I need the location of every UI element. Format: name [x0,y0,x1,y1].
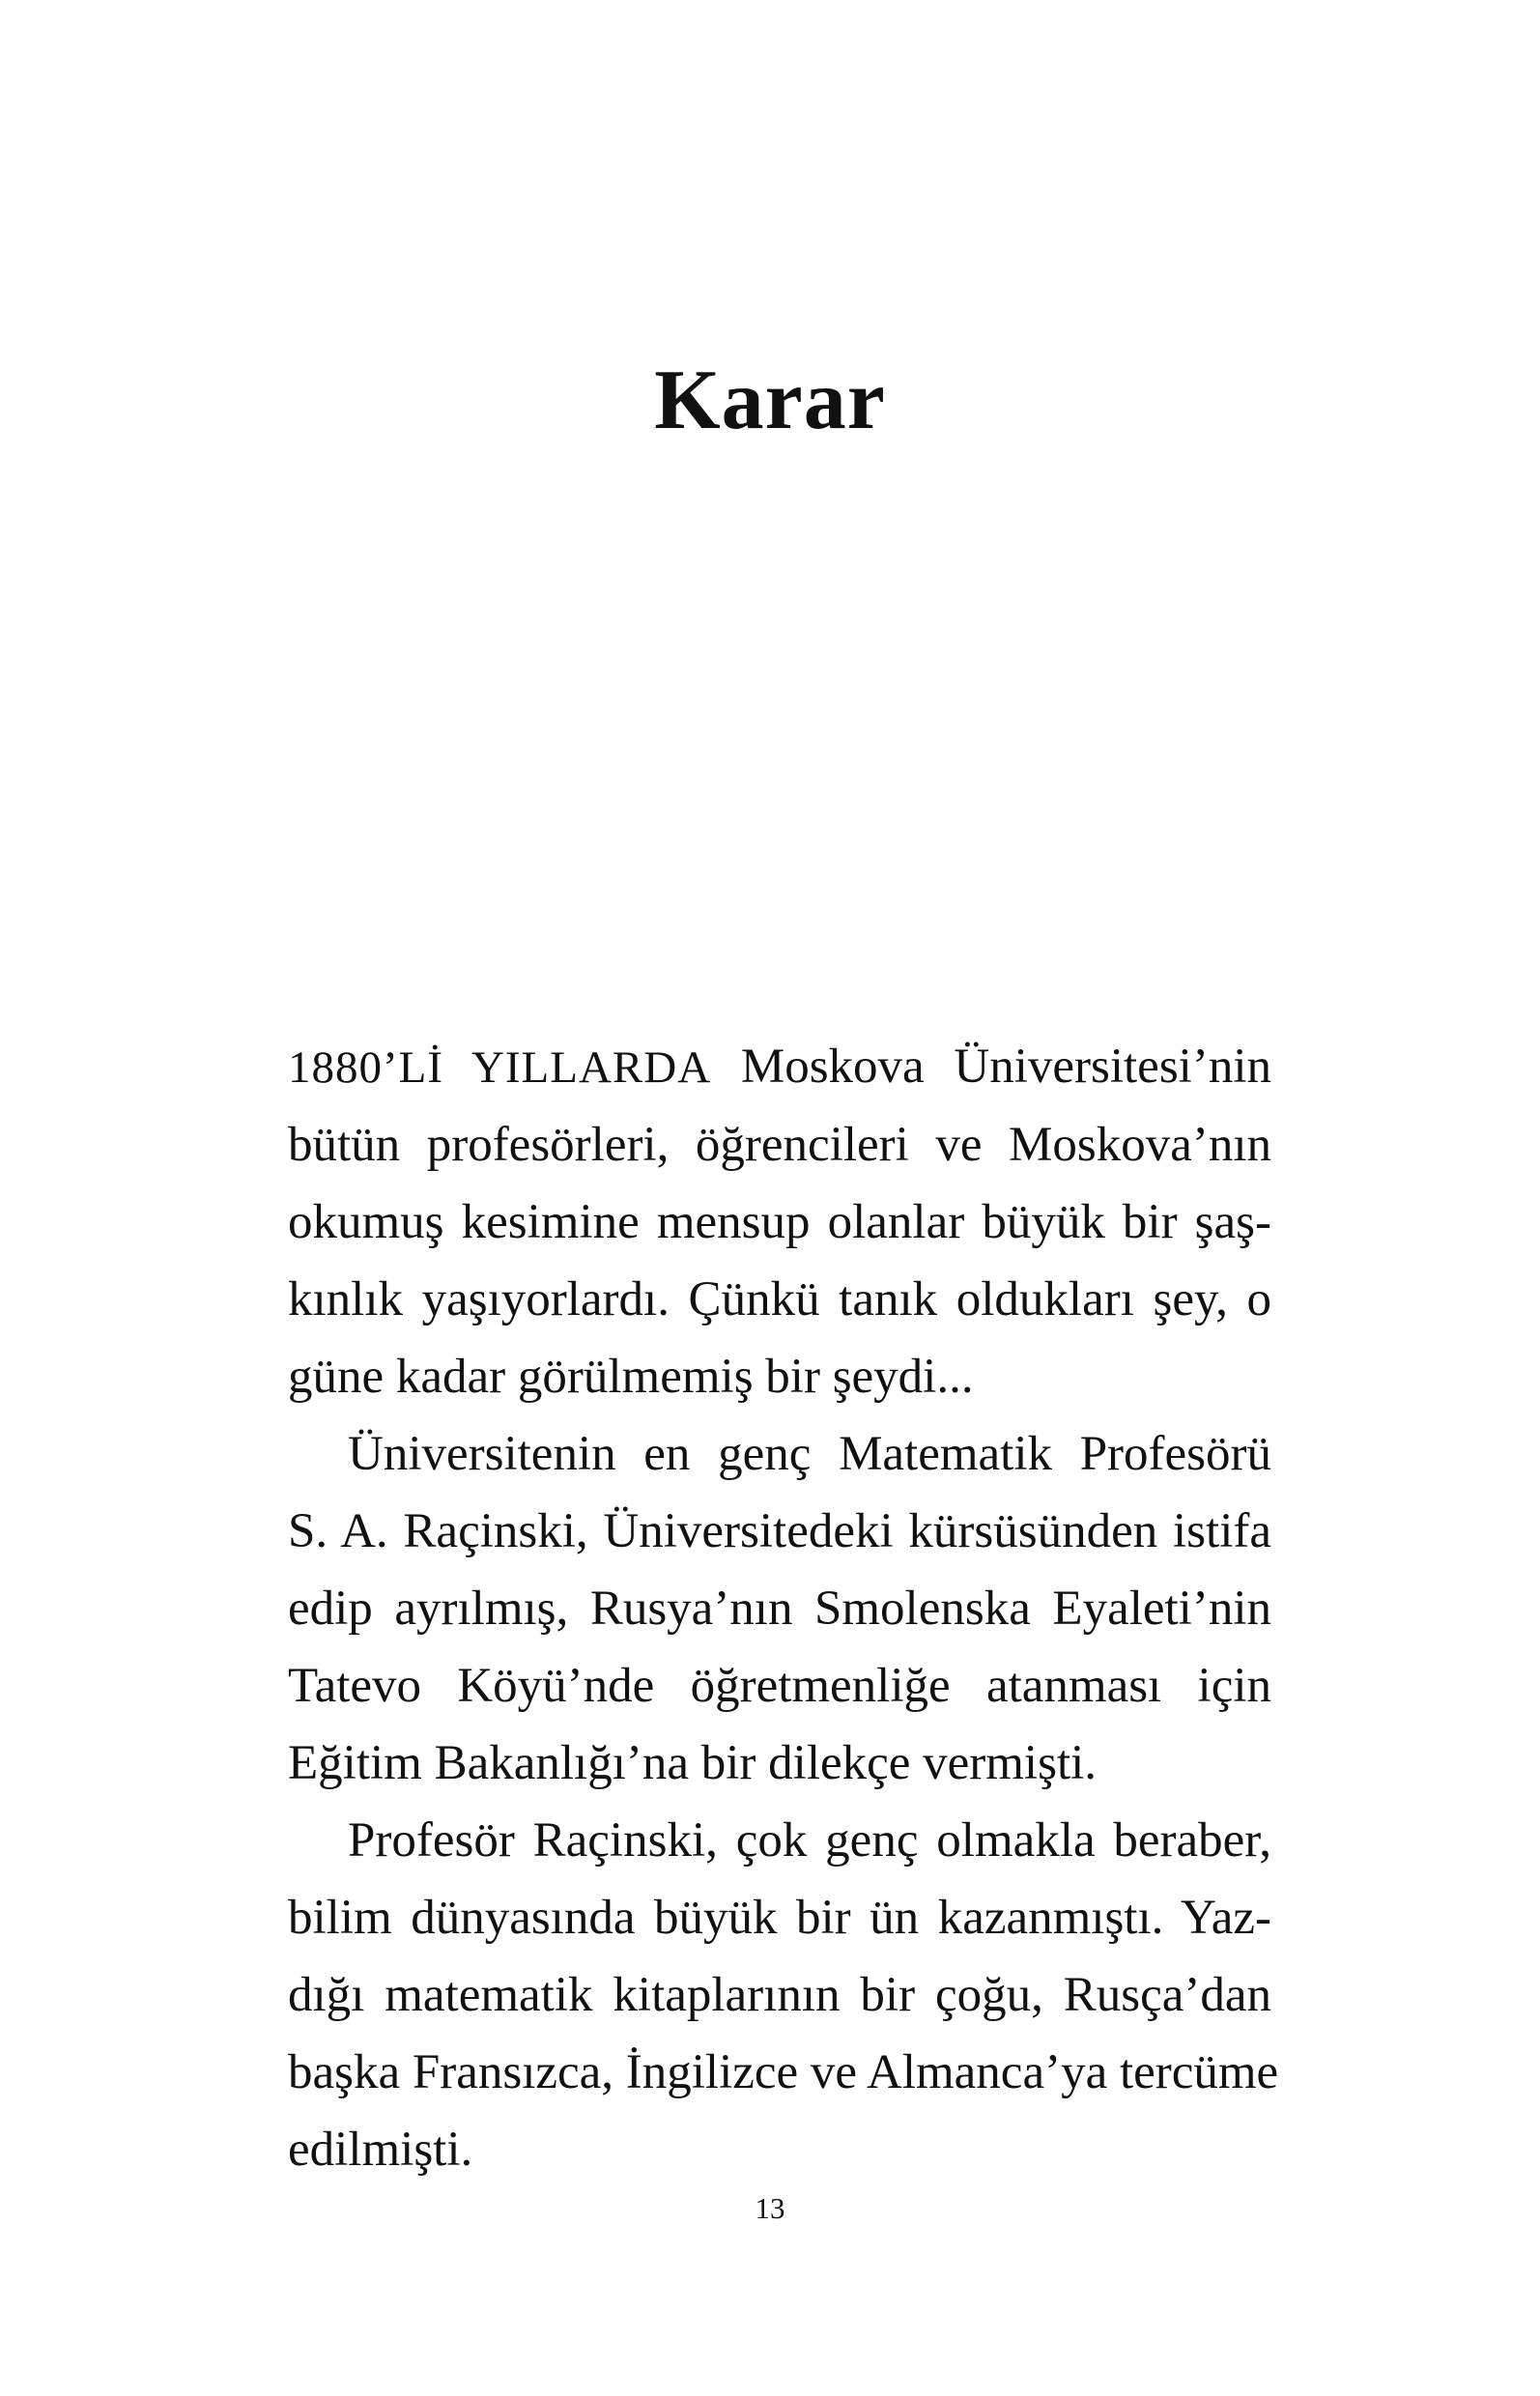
body-text [288,1028,1279,2188]
paragraph-line: S. A. Raçinski, Üniversitedeki kürsüsünden istifa [288,1504,1271,1558]
paragraph-1 [288,1028,1271,1415]
paragraph-line: okumuş kesimine mensup olanlar büyük bir şaş- [288,1195,1271,1249]
paragraph-line: başka Fransızca, İngilizce ve Almanca’ya tercüme [288,2045,1279,2099]
chapter-title: Karar [654,353,886,447]
paragraph-line: Tatevo Köyü’nde öğretmenliğe atanması için [288,1659,1271,1713]
paragraph-line: Profesör Raçinski, çok genç olmakla beraber, [348,1813,1271,1868]
paragraph-line: bilim dünyasında büyük bir ün kazanmıştı. Yaz- [288,1891,1271,1945]
paragraph-line: edip ayrılmış, Rusya’nın Smolenska Eyaleti’nin [288,1582,1271,1636]
paragraph-3 [288,1802,1279,2188]
opening-small-caps: 1880’Lİ YILLARDA [288,1042,712,1093]
paragraph-line: edilmişti. [288,2123,473,2177]
paragraph-line: güne kadar görülmemiş bir şeydi... [288,1350,974,1404]
paragraph-line: 1880’Lİ YILLARDA Moskova Üniversitesi’nin [288,1040,1271,1094]
paragraph-line: bütün profesörleri, öğrencileri ve Moskova’nın [288,1118,1271,1172]
paragraph-line: Üniversitenin en genç Matematik Profesörü [348,1427,1271,1481]
page-number: 13 [755,2191,785,2225]
paragraph-line: kınlık yaşıyorlardı. Çünkü tanık oldukları şey, o [288,1272,1271,1326]
paragraph-2 [288,1415,1271,1802]
paragraph-line: dığı matematik kitaplarının bir çoğu, Rusça’dan [288,1968,1271,2022]
paragraph-line: Eğitim Bakanlığı’na bir dilekçe vermişti. [288,1736,1098,1790]
